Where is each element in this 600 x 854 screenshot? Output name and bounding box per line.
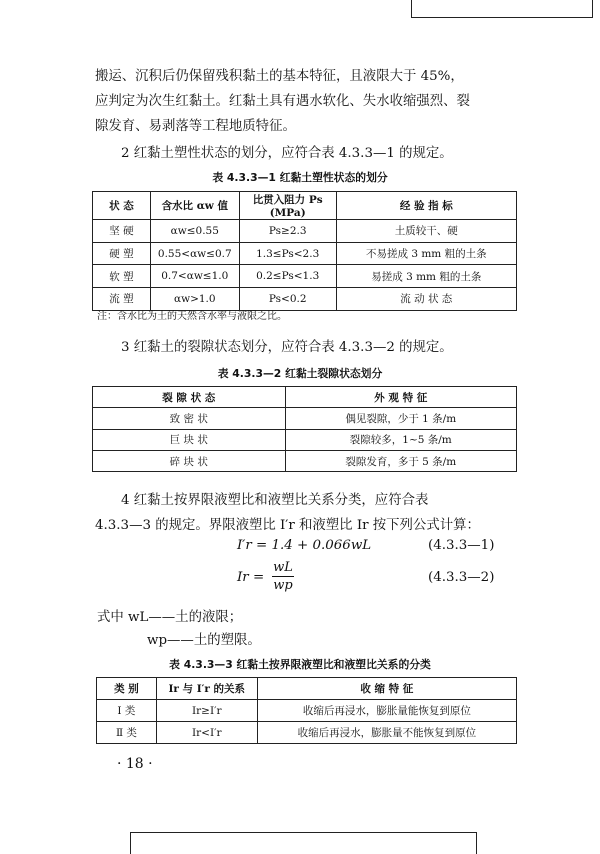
table-cell: 软 塑 [93, 265, 151, 288]
footer-box [130, 832, 477, 854]
header-cell: 经 验 指 标 [336, 192, 516, 220]
table-cell: 流 动 状 态 [336, 288, 516, 311]
item-2: 2 红黏土塑性状态的划分，应符合表 4.3.3—1 的规定。 [121, 146, 453, 161]
table-plastic-state [92, 191, 517, 311]
table1-note: 注：含水比为土的天然含水率与液限之比。 [97, 311, 287, 322]
table-cell: Ir<I′r [156, 722, 257, 744]
where-line-1: 式中 wL——土的液限； [97, 610, 243, 625]
header-box [411, 0, 593, 18]
header-cell: 比贯入阻力 Ps (MPa) [239, 192, 336, 220]
table-row [93, 265, 517, 288]
table-cell: 巨 块 状 [93, 429, 286, 450]
table-cell: Ps<0.2 [239, 288, 336, 311]
table-cell: Ⅰ 类 [97, 700, 157, 722]
item-4-line1: 4 红黏土按界限液塑比和液塑比关系分类，应符合表 [121, 493, 429, 508]
text-line: 应判定为次生红黏土。红黏土具有遇水软化、失水收缩强烈、裂 [95, 94, 470, 109]
table-cell: 土质较干、硬 [336, 220, 516, 243]
formula-1-number: (4.3.3—1) [428, 538, 495, 553]
table-row [93, 220, 517, 243]
table3-caption: 表 4.3.3—3 红黏土按界限液塑比和液塑比关系的分类 [169, 658, 431, 671]
table-header-row [93, 192, 517, 220]
header-cell: 含水比 αw 值 [150, 192, 239, 220]
table-cell: Ⅱ 类 [97, 722, 157, 744]
text-line: 隙发育、易剥落等工程地质特征。 [95, 119, 296, 134]
item-3: 3 红黏土的裂隙状态划分，应符合表 4.3.3—2 的规定。 [121, 340, 453, 355]
formula-2-lhs: Ir = [237, 570, 265, 585]
header-cell: 裂 隙 状 态 [93, 387, 286, 408]
header-cell: Ir 与 I′r 的关系 [156, 678, 257, 700]
header-cell: 外 观 特 征 [285, 387, 516, 408]
table-cell: 收缩后再浸水，膨胀量不能恢复到原位 [257, 722, 516, 744]
formula-1: I′r = 1.4 + 0.066wL [237, 538, 372, 553]
table-header-row [93, 387, 517, 408]
table-cell: αw≤0.55 [150, 220, 239, 243]
table-cell: 0.7<αw≤1.0 [150, 265, 239, 288]
table-cell: 坚 硬 [93, 220, 151, 243]
table-cell: 流 塑 [93, 288, 151, 311]
item-4-line2: 4.3.3—3 的规定。界限液塑比 I′r 和液塑比 Ir 按下列公式计算： [95, 518, 480, 533]
table-header-row [97, 678, 517, 700]
table-row [93, 450, 517, 471]
formula-2-number: (4.3.3—2) [428, 570, 495, 585]
table1-caption: 表 4.3.3—1 红黏土塑性状态的划分 [212, 171, 388, 184]
table2-caption: 表 4.3.3—2 红黏土裂隙状态划分 [217, 367, 383, 380]
header-cell: 收 缩 特 征 [257, 678, 516, 700]
table-cell: 0.2≤Ps<1.3 [239, 265, 336, 288]
table-cell: Ir≥I′r [156, 700, 257, 722]
header-cell: 状 态 [93, 192, 151, 220]
table-cell: 硬 塑 [93, 242, 151, 265]
table-cell: 致 密 状 [93, 408, 286, 429]
header-cell: 类 别 [97, 678, 157, 700]
table-liquid-plastic-ratio [96, 677, 517, 744]
table-cell: 裂隙较多，1~5 条/m [285, 429, 516, 450]
table-row [93, 408, 517, 429]
table-fissure-state [92, 386, 517, 472]
where-line-2: wp——土的塑限。 [147, 633, 261, 648]
table-cell: 0.55<αw≤0.7 [150, 242, 239, 265]
table-cell: 1.3≤Ps<2.3 [239, 242, 336, 265]
table-cell: Ps≥2.3 [239, 220, 336, 243]
table-cell: 易搓成 3 mm 粗的土条 [336, 265, 516, 288]
table-row [93, 429, 517, 450]
denominator: wp [273, 578, 293, 593]
formula-2-fraction [272, 560, 294, 593]
numerator: wL [273, 560, 293, 575]
fraction-bar [272, 576, 294, 577]
table-row [93, 242, 517, 265]
paragraph-1 [95, 64, 515, 139]
text-line: 搬运、沉积后仍保留残积黏土的基本特征，且液限大于 45%， [95, 69, 464, 84]
table-cell: 碎 块 状 [93, 450, 286, 471]
table-cell: 偶见裂隙，少于 1 条/m [285, 408, 516, 429]
table-cell: 不易搓成 3 mm 粗的土条 [336, 242, 516, 265]
table-cell: 裂隙发育，多于 5 条/m [285, 450, 516, 471]
table-cell: 收缩后再浸水，膨胀量能恢复到原位 [257, 700, 516, 722]
table-row [97, 700, 517, 722]
table-cell: αw>1.0 [150, 288, 239, 311]
page-number: · 18 · [117, 756, 153, 772]
table-row [97, 722, 517, 744]
